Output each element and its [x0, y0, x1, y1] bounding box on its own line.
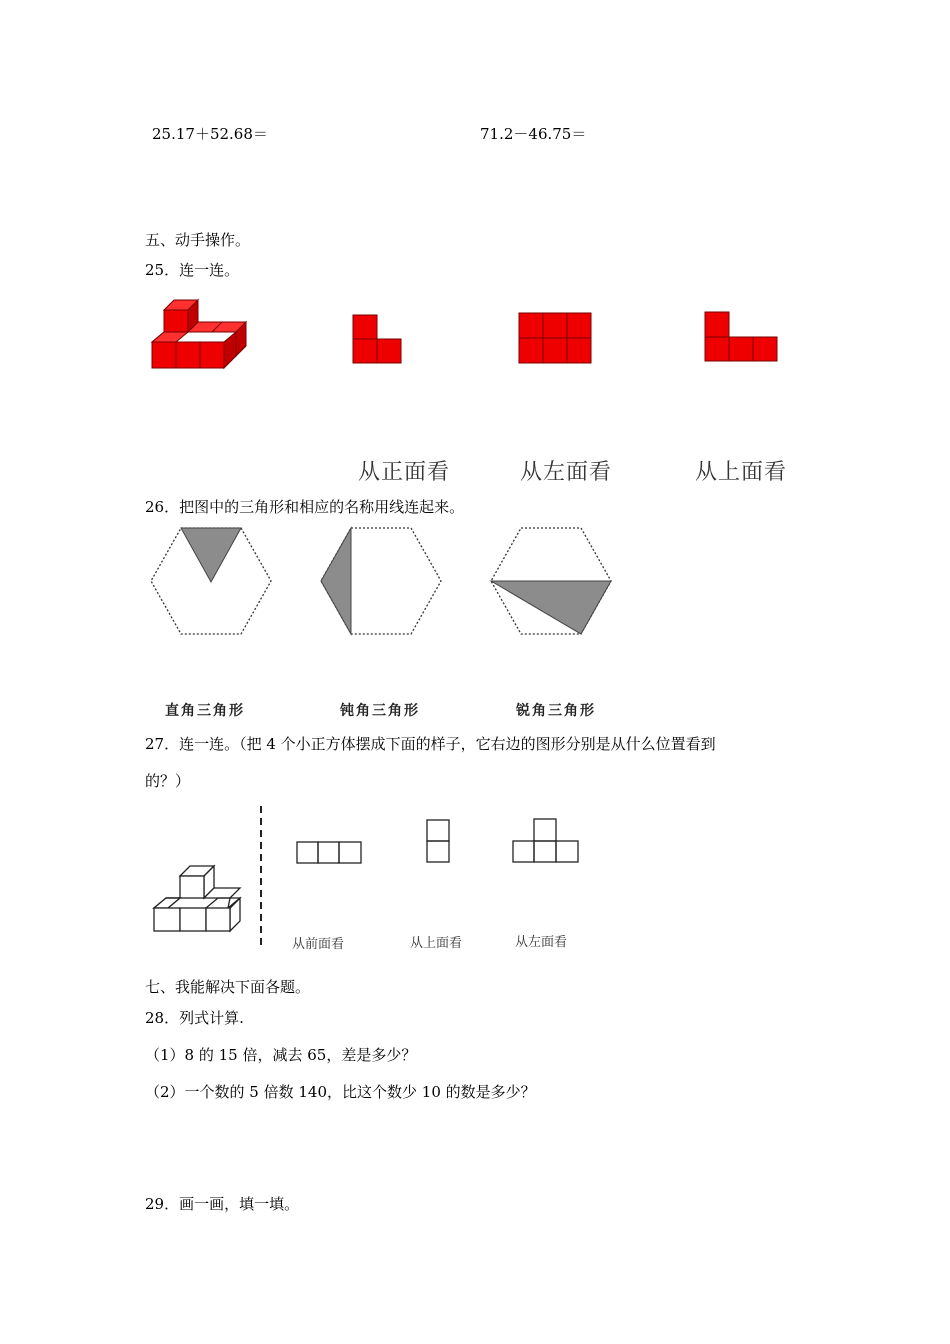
- q25-label-left: 从左面看: [520, 460, 613, 485]
- hexagon-acute-triangle: [489, 526, 613, 638]
- hexagon-right-triangle: [149, 526, 273, 638]
- q26-label-obtuse: 钝角三角形: [340, 703, 420, 719]
- section-5-heading: 五、动手操作。: [145, 231, 251, 249]
- view-t-shape: [512, 818, 582, 864]
- section-7-heading: 七、我能解决下面各题。: [145, 978, 311, 996]
- q27-title-line1: 27．连一连。（把 4 个小正方体摆成下面的样子，它右边的图形分别是从什么位置看到: [145, 735, 716, 753]
- q25-title: 25．连一连。: [145, 261, 240, 279]
- view-shape-l-small: [352, 314, 404, 366]
- q28-title: 28．列式计算.: [145, 1009, 244, 1027]
- view-row-three: [296, 841, 364, 865]
- q27-label-left: 从左面看: [515, 935, 568, 950]
- hexagon-obtuse-triangle: [319, 526, 443, 638]
- expression-2: 71.2－46.75＝: [480, 125, 587, 143]
- q26-title: 26．把图中的三角形和相应的名称用线连起来。: [145, 498, 465, 516]
- q26-label-right: 直角三角形: [165, 703, 245, 719]
- cube-stack: [152, 863, 248, 935]
- q27-label-top: 从上面看: [410, 936, 463, 951]
- q26-label-acute: 锐角三角形: [516, 703, 596, 719]
- dashed-divider: [258, 806, 264, 948]
- q29-title: 29．画一画，填一填。: [145, 1195, 300, 1213]
- q25-label-top: 从上面看: [695, 460, 788, 485]
- q27-label-front: 从前面看: [292, 937, 345, 952]
- q27-title-line2: 的？）: [145, 772, 191, 790]
- q28-sub2: （2）一个数的 5 倍数 140，比这个数少 10 的数是多少？: [145, 1083, 536, 1101]
- q25-label-front: 从正面看: [358, 460, 451, 485]
- expression-1: 25.17＋52.68＝: [152, 125, 268, 143]
- view-column-two: [426, 819, 452, 865]
- view-shape-l-wide: [704, 311, 780, 363]
- q28-sub1: （1）8 的 15 倍，减去 65，差是多少？: [145, 1046, 417, 1064]
- view-shape-rectangle: [518, 312, 594, 364]
- red-cube-solid: [150, 298, 250, 378]
